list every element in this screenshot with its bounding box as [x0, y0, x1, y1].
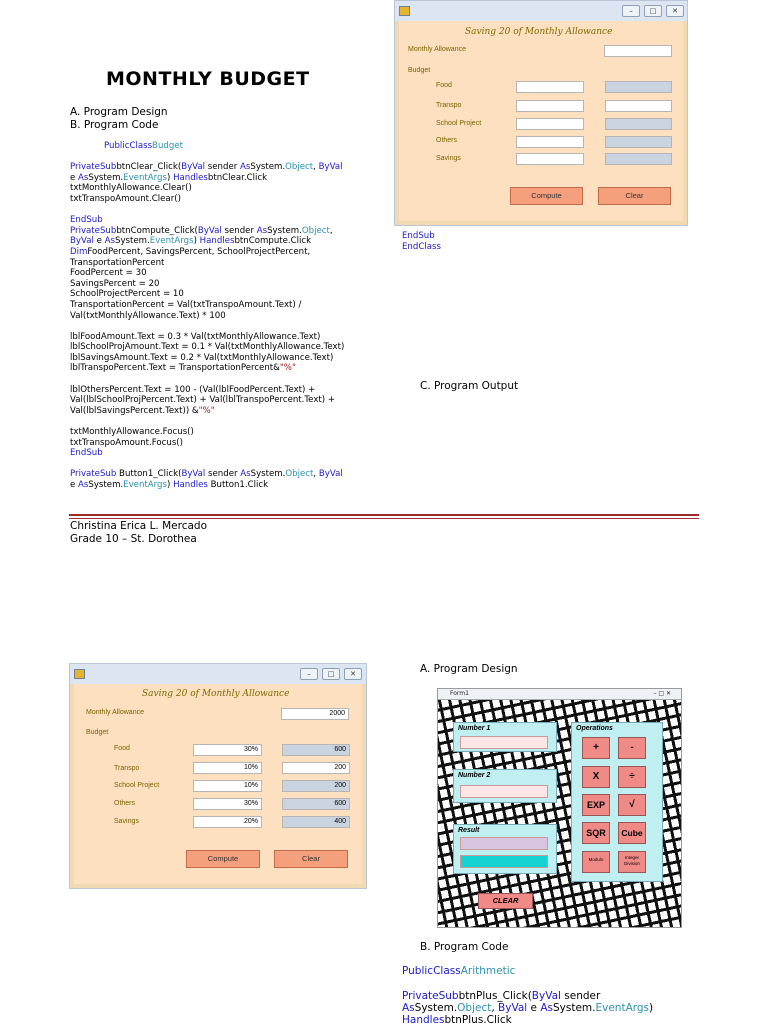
result-output-secondary — [460, 855, 548, 868]
food-percent-box — [516, 81, 584, 93]
row-label-food: Food — [436, 82, 452, 89]
savings-percent-box: 20% — [193, 816, 262, 828]
maximize-button[interactable]: □ — [644, 5, 662, 17]
outline-list — [70, 106, 168, 132]
number1-label: Number 1 — [458, 725, 491, 732]
monthly-allowance-label: Monthly Allowance — [86, 709, 144, 716]
form-client-area — [74, 684, 362, 884]
savings-amount-box: 400 — [282, 816, 350, 828]
monthly-allowance-input[interactable] — [604, 45, 672, 57]
row-label-school-project: School Project — [114, 782, 160, 789]
compute-button[interactable]: Compute — [510, 187, 583, 205]
number2-input[interactable] — [460, 785, 548, 798]
author-block — [70, 520, 207, 546]
outline-item-program-output: C. Program Output — [420, 380, 519, 392]
form-client-area — [399, 21, 683, 221]
others-amount-box: 600 — [282, 798, 350, 810]
compute-button[interactable]: Compute — [186, 850, 260, 868]
close-button[interactable]: ✕ — [344, 668, 362, 680]
code-tail — [402, 231, 441, 252]
app-icon — [74, 669, 85, 679]
transpo-amount-input[interactable]: 200 — [282, 762, 350, 774]
code-class-name: Arithmetic — [460, 965, 516, 977]
operations-label: Operations — [576, 725, 613, 732]
school-amount-box — [605, 118, 672, 130]
sqr-button[interactable]: SQR — [582, 822, 610, 844]
app-icon — [399, 6, 410, 16]
monthly-allowance-label: Monthly Allowance — [408, 46, 466, 53]
window-title: Form1 — [450, 690, 469, 697]
form-design-window — [394, 0, 688, 226]
window-titlebar — [395, 1, 687, 21]
plus-button[interactable]: + — [582, 737, 610, 759]
number1-panel — [453, 722, 557, 752]
food-amount-box — [605, 81, 672, 93]
minimize-button[interactable]: – — [622, 5, 640, 17]
others-percent-box — [516, 136, 584, 148]
food-percent-box: 30% — [193, 744, 262, 756]
form-output-window — [69, 663, 367, 889]
integer-division-button[interactable]: Integer Division — [618, 851, 646, 873]
footer-divider — [69, 514, 699, 516]
window-controls[interactable]: – □ ✕ — [653, 690, 671, 697]
maximize-button[interactable]: □ — [322, 668, 340, 680]
clear-button[interactable]: Clear — [598, 187, 671, 205]
row-label-savings: Savings — [436, 155, 461, 162]
code-line: EndSub — [402, 231, 435, 241]
minimize-button[interactable]: – — [300, 668, 318, 680]
food-amount-box: 600 — [282, 744, 350, 756]
close-button[interactable]: ✕ — [666, 5, 684, 17]
others-percent-box: 30% — [193, 798, 262, 810]
savings-percent-box — [516, 153, 584, 165]
sqrt-button[interactable]: √ — [618, 794, 646, 816]
form-heading: Saving 20 of Monthly Allowance — [465, 27, 613, 37]
number2-label: Number 2 — [458, 772, 491, 779]
multiply-button[interactable]: X — [582, 766, 610, 788]
transpo-amount-input[interactable] — [605, 100, 672, 112]
clear-button[interactable]: Clear — [274, 850, 348, 868]
outline-item: A. Program Design — [70, 106, 168, 118]
result-label: Result — [458, 827, 480, 834]
number1-input[interactable] — [460, 736, 548, 749]
savings-amount-box — [605, 153, 672, 165]
code-keyword: PublicClass — [402, 965, 461, 977]
row-label-school-project: School Project — [436, 120, 482, 127]
window-titlebar — [70, 664, 366, 684]
author-name: Christina Erica L. Mercado — [70, 520, 207, 532]
row-label-others: Others — [114, 800, 136, 807]
budget-label: Budget — [408, 67, 431, 74]
others-amount-box — [605, 136, 672, 148]
code-block-budget: PublicClassBudget PrivateSubbtnClear_Click(ByVal sender AsSystem.Object, ByVal e AsSystem.EventArgs) HandlesbtnClear.Click txtMonthlyAllowance.Clear() txtTranspoAmount.Clear() EndSub PrivateSubbtnCompute_Click(ByVal sender AsSystem.Object, ByVal e AsSystem.EventArgs) HandlesbtnCompute.Click DimFoodPercent, SavingsPercent, SchoolProjectPercent, TransportationPercent FoodPercent = 30 SavingsPercent = 20 SchoolProjectPercent = 10 TransportationPercent = Val(txtTranspoAmount.Text) / Val(txtMonthlyAllowance.Text) * 100 lblFoodAmount.Text = 0.3 * Val(txtMonthlyAllowance.Text) lblSchoolProjAmount.Text = 0.1 * Val(txtMonthlyAllowance.Text) lblSavingsAmount.Text = 0.2 * Val(txtMonthlyAllowance.Text) lblTranspoPercent.Text = TransportationPercent&"%" lblOthersPercent.Text = 100 - (Val(lblFoodPercent.Text) + Val(lblSchoolProjPercent.Text) + Val(lblTranspoPercent.Text) + Val(lblSavingsPercent.Text)) &"%" txtMonthlyAllowance.Focus() txtTranspoAmount.Focus() EndSub PrivateSub Button1_Click(ByVal sender AsSystem.Object, ByVal e AsSystem.EventArgs) Handles Button1.Click — [70, 141, 345, 490]
row-label-others: Others — [436, 137, 458, 144]
document-title: MONTHLY BUDGET — [106, 68, 310, 90]
school-percent-box — [516, 118, 584, 130]
outline-item: B. Program Code — [420, 941, 509, 953]
monthly-allowance-input[interactable]: 2000 — [281, 708, 349, 720]
form-heading: Saving 20 of Monthly Allowance — [142, 689, 290, 699]
transpo-percent-input[interactable] — [516, 100, 584, 112]
footer-divider-thin — [69, 518, 699, 519]
arithmetic-form-window — [437, 688, 682, 928]
result-output — [460, 837, 548, 850]
transpo-percent-input[interactable]: 10% — [193, 762, 262, 774]
school-amount-box: 200 — [282, 780, 350, 792]
row-label-food: Food — [114, 745, 130, 752]
number2-panel — [453, 769, 557, 803]
window-titlebar — [438, 689, 681, 700]
author-grade: Grade 10 – St. Dorothea — [70, 533, 197, 545]
code-block-arith: PrivateSubbtnPlus_Click(ByVal sender AsSystem.Object, ByVal e AsSystem.EventArgs) HandlesbtnPlus.Click — [402, 990, 654, 1026]
row-label-transpo: Transpo — [114, 765, 140, 772]
minus-button[interactable]: - — [618, 737, 646, 759]
result-panel — [453, 824, 557, 874]
clear-button[interactable]: CLEAR — [478, 893, 533, 909]
cube-button[interactable]: Cube — [618, 822, 646, 844]
row-label-savings: Savings — [114, 818, 139, 825]
code-line: EndClass — [402, 241, 441, 252]
arith-code-header — [402, 965, 515, 977]
row-label-transpo: Transpo — [436, 102, 462, 109]
outline-item: B. Program Code — [70, 119, 159, 131]
divide-button[interactable]: ÷ — [618, 766, 646, 788]
operations-panel — [571, 722, 663, 882]
exp-button[interactable]: EXP — [582, 794, 610, 816]
budget-label: Budget — [86, 729, 109, 736]
modulo-button[interactable]: Modulo — [582, 851, 610, 873]
school-percent-box: 10% — [193, 780, 262, 792]
outline-item: A. Program Design — [420, 663, 518, 675]
